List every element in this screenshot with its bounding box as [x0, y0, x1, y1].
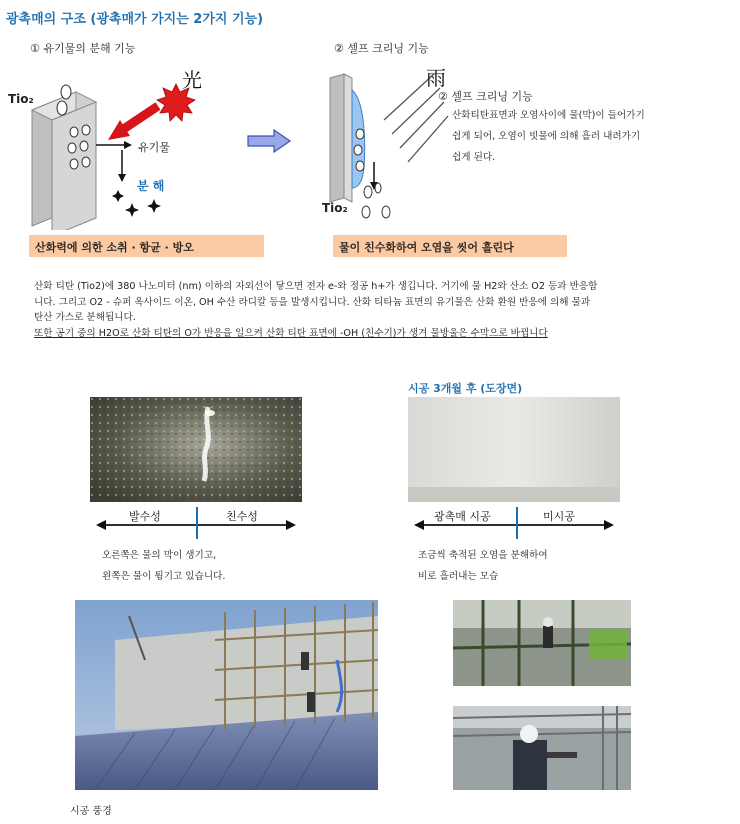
paragraph-line: 탄산 가스로 분해됩니다.	[34, 312, 136, 324]
organic-decomposition-diagram	[0, 58, 270, 230]
repellent-hydrophilic-scale	[96, 505, 296, 541]
caption-line: 조금씩 축적된 오염을 분해하여	[418, 550, 548, 561]
decompose-label: 분 해	[137, 179, 165, 193]
water-repellent-label: 발수성	[129, 510, 161, 523]
rain-kanji: 雨	[426, 66, 446, 90]
hydrophilic-label: 친수성	[226, 510, 258, 523]
caption-line: 오른쪽은 물의 막이 생기고,	[102, 550, 217, 561]
worker-photo-2	[453, 706, 631, 790]
water-repellency-photo	[90, 397, 302, 502]
paragraph-underlined-line: 또한 공기 중의 H2O로 산화 티탄의 O가 반응을 일으켜 산화 티탄 표면에 -OH (친수기)가 생겨 물방울은 수막으로 바뀝니다	[34, 327, 548, 339]
construction-scene-photo	[75, 600, 378, 790]
section1-bar: 산화력에 의한 소취 · 항균 · 방오	[29, 235, 264, 257]
after-3-months-heading: 시공 3개월 후 (도장면)	[408, 382, 523, 395]
section2-description	[452, 105, 645, 168]
description-line: 쉽게 되어, 오염이 빗물에 의해 흘러 내려가기	[452, 131, 641, 142]
description-line: 쉽게 된다.	[452, 152, 496, 163]
left-caption	[102, 545, 225, 587]
tio2-label-left: Tio₂	[8, 92, 34, 106]
photocatalyst-applied-label: 광촉매 시공	[434, 510, 491, 523]
not-applied-label: 미시공	[543, 510, 575, 523]
right-caption	[418, 545, 548, 587]
section1-heading: ① 유기물의 분해 기능	[30, 42, 136, 55]
description-line: 산화티탄표면과 오염사이에 물(막)이 들어가기	[452, 110, 645, 121]
caption-line: 왼쪽은 물이 튕기고 있습니다.	[102, 571, 226, 582]
painted-wall-photo	[408, 397, 620, 502]
paragraph-line: 니다. 그리고 O2 - 슈퍼 옥사이드 이온, OH 수산 라디칼 등을 발생시킵니다. 산화 티타늄 표면의 유기물은 산화 환원 반응에 의해 물과	[34, 296, 591, 308]
section2-bar: 물이 친수화하여 오염을 씻어 흘린다	[333, 235, 567, 257]
light-kanji: 光	[182, 68, 202, 92]
tio2-label-right: Tio₂	[322, 201, 348, 215]
organic-label: 유기물	[138, 141, 170, 154]
right-arrow-icon	[246, 128, 294, 154]
explanation-paragraph	[34, 279, 634, 341]
section2-subheading: ② 셀프 크리닝 기능	[438, 90, 533, 103]
worker-photo-1	[453, 600, 631, 686]
page-title: 광촉매의 구조 (광촉매가 가지는 2가지 기능)	[6, 12, 264, 27]
section2-heading: ② 셀프 크리닝 기능	[334, 42, 429, 55]
construction-caption: 시공 풍경	[70, 806, 112, 817]
caption-line: 비로 흘러내는 모습	[418, 571, 499, 582]
paragraph-line: 산화 티탄 (Tio2)에 380 나노미터 (nm) 이하의 자외선이 닿으면 전자 e-와 정공 h+가 생깁니다. 거기에 물 H2와 산소 O2 등과 반응합	[34, 281, 598, 292]
